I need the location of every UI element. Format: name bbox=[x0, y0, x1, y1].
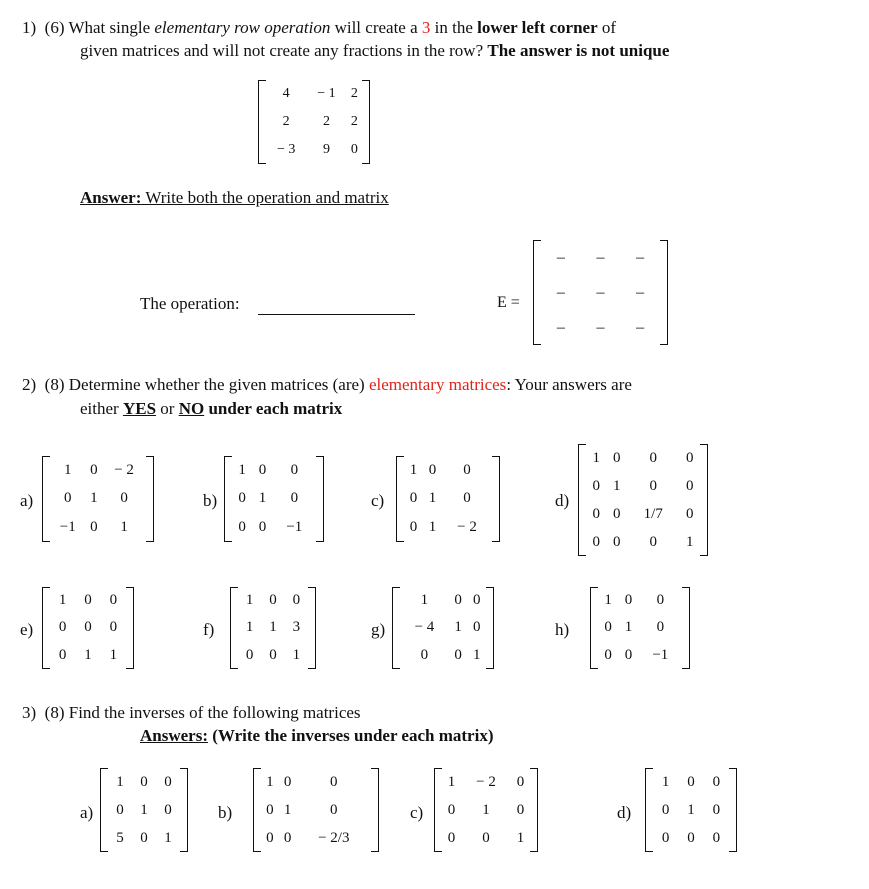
matrix-table bbox=[238, 587, 308, 669]
matrix-cell: 1 bbox=[283, 801, 292, 818]
q2-text-a: Determine whether the given matrices (are) bbox=[68, 375, 369, 394]
matrix-cell: 1 bbox=[592, 449, 600, 466]
matrix-cell: – bbox=[556, 283, 565, 301]
q3-matrix-label: a) bbox=[80, 803, 94, 822]
matrix-cell: 0 bbox=[613, 449, 621, 466]
matrix-cell: 0 bbox=[330, 801, 338, 818]
matrix-row bbox=[50, 513, 146, 542]
matrix-cell: – bbox=[596, 318, 605, 336]
q2-matrix bbox=[42, 587, 134, 669]
right-bracket bbox=[146, 456, 154, 542]
q1-e-label: E = bbox=[497, 294, 520, 311]
matrix-cell: 1 bbox=[140, 801, 148, 818]
matrix-row bbox=[653, 768, 729, 796]
matrix-cell: 0 bbox=[624, 646, 633, 663]
matrix-cell: 0 bbox=[266, 801, 274, 818]
matrix-row bbox=[261, 768, 371, 796]
q2-yes: YES bbox=[122, 399, 157, 418]
right-bracket bbox=[682, 587, 690, 669]
matrix-cell: 1 bbox=[454, 619, 462, 636]
matrix-cell: 0 bbox=[90, 519, 98, 536]
matrix-cell: 1 bbox=[409, 461, 418, 478]
left-bracket bbox=[434, 768, 442, 852]
matrix-cell: 0 bbox=[661, 801, 670, 818]
matrix-cell: 0 bbox=[63, 490, 72, 507]
matrix-cell: 0 bbox=[58, 646, 67, 663]
q1-operation-label: The operation: bbox=[140, 294, 240, 313]
matrix-row bbox=[653, 824, 729, 852]
matrix-row bbox=[400, 642, 486, 669]
matrix-row bbox=[261, 824, 371, 852]
q1-text-b: elementary row operation bbox=[154, 18, 331, 37]
q1-line1 bbox=[22, 18, 616, 38]
q3-matrix-label: b) bbox=[218, 803, 233, 822]
matrix-row bbox=[108, 796, 180, 824]
matrix-cell: 2 bbox=[350, 86, 358, 101]
q1-line2-b: The answer is not unique bbox=[487, 41, 670, 60]
matrix-cell: 0 bbox=[90, 461, 98, 478]
matrix-row bbox=[404, 513, 492, 542]
matrix-cell: 0 bbox=[712, 801, 721, 818]
matrix-cell: 0 bbox=[109, 592, 118, 609]
matrix-table bbox=[108, 768, 180, 852]
matrix-cell: 0 bbox=[140, 773, 148, 790]
matrix-cell: 0 bbox=[649, 449, 657, 466]
matrix-cell: 1 bbox=[687, 801, 695, 818]
matrix-cell: 0 bbox=[624, 592, 633, 609]
q3-line2 bbox=[140, 726, 493, 746]
matrix-cell: 0 bbox=[283, 829, 292, 846]
matrix-cell: 1 bbox=[58, 592, 67, 609]
matrix-cell: 0 bbox=[269, 646, 277, 663]
q3-answers-label: Answers: bbox=[140, 726, 208, 745]
matrix-cell: 0 bbox=[269, 592, 277, 609]
matrix-row bbox=[50, 587, 126, 614]
q1-operation-blank[interactable] bbox=[258, 314, 415, 315]
matrix-row bbox=[50, 485, 146, 514]
matrix-cell: 1 bbox=[604, 592, 612, 609]
matrix-cell: −1 bbox=[59, 519, 76, 536]
left-bracket bbox=[578, 444, 586, 556]
matrix-cell: 0 bbox=[292, 592, 301, 609]
matrix-cell: – bbox=[556, 318, 565, 336]
q2-line2-a: either bbox=[80, 399, 123, 418]
matrix-cell: 0 bbox=[712, 829, 721, 846]
matrix-row bbox=[442, 796, 530, 824]
matrix-cell: 0 bbox=[238, 519, 246, 536]
q2-line2 bbox=[80, 399, 342, 419]
matrix-cell: 0 bbox=[472, 592, 481, 609]
q2-matrix bbox=[578, 444, 708, 556]
matrix-cell: 1 bbox=[269, 619, 277, 636]
q3-matrix bbox=[434, 768, 538, 852]
matrix-cell: 1 bbox=[120, 519, 128, 536]
matrix-table bbox=[50, 587, 126, 669]
matrix-table bbox=[232, 456, 316, 542]
matrix-cell: 0 bbox=[116, 801, 124, 818]
q1-text-g: of bbox=[597, 18, 617, 37]
q1-text-d: 3 bbox=[421, 18, 431, 37]
matrix-cell: 0 bbox=[164, 801, 172, 818]
matrix-cell: 1 bbox=[266, 773, 274, 790]
matrix-table bbox=[50, 456, 146, 542]
q2-text-c: : Your answers are bbox=[506, 375, 632, 394]
left-bracket bbox=[396, 456, 404, 542]
matrix-cell: 0 bbox=[428, 461, 437, 478]
q3-matrix-label: c) bbox=[410, 803, 424, 822]
matrix-cell: 0 bbox=[447, 801, 456, 818]
matrix-cell: 0 bbox=[656, 619, 665, 636]
matrix-row bbox=[266, 136, 362, 164]
matrix-cell: − 2 bbox=[457, 519, 477, 536]
matrix-row bbox=[541, 310, 660, 345]
q2-matrix-label: b) bbox=[203, 491, 218, 510]
matrix-row bbox=[232, 513, 316, 542]
matrix-cell: 2 bbox=[350, 114, 358, 129]
q2-matrix bbox=[590, 587, 690, 669]
q2-matrix bbox=[42, 456, 154, 542]
matrix-cell: 0 bbox=[58, 619, 67, 636]
matrix-cell: 2 bbox=[322, 114, 330, 129]
matrix-cell: 0 bbox=[290, 461, 299, 478]
matrix-cell: 1 bbox=[624, 619, 633, 636]
matrix-cell: −1 bbox=[286, 519, 303, 536]
matrix-cell: 0 bbox=[84, 592, 92, 609]
matrix-cell: 0 bbox=[592, 533, 600, 550]
matrix-cell: 0 bbox=[685, 477, 694, 494]
q1-text-f: lower left corner bbox=[477, 18, 598, 37]
left-bracket bbox=[645, 768, 653, 852]
q3-matrix-label: d) bbox=[617, 803, 632, 822]
q3-matrix bbox=[253, 768, 379, 852]
left-bracket bbox=[590, 587, 598, 669]
matrix-cell: 0 bbox=[592, 505, 600, 522]
matrix-row bbox=[400, 614, 486, 641]
q2-line2-b: under each matrix bbox=[204, 399, 343, 418]
matrix-row bbox=[238, 642, 308, 669]
matrix-cell: 0 bbox=[330, 773, 338, 790]
q2-matrix bbox=[224, 456, 324, 542]
matrix-row bbox=[541, 275, 660, 310]
q1-e-matrix[interactable] bbox=[533, 240, 668, 345]
right-bracket bbox=[362, 80, 370, 164]
matrix-row bbox=[232, 456, 316, 485]
matrix-cell: 0 bbox=[604, 646, 612, 663]
matrix-cell: 1 bbox=[292, 646, 301, 663]
matrix-cell: 0 bbox=[661, 829, 670, 846]
matrix-cell: 0 bbox=[687, 773, 695, 790]
left-bracket bbox=[230, 587, 238, 669]
matrix-cell: −1 bbox=[652, 646, 669, 663]
matrix-row bbox=[232, 485, 316, 514]
q2-matrix-label: g) bbox=[371, 620, 386, 639]
matrix-cell: 0 bbox=[463, 490, 471, 507]
left-bracket bbox=[100, 768, 108, 852]
matrix-row bbox=[404, 485, 492, 514]
matrix-cell: 3 bbox=[292, 619, 301, 636]
matrix-cell: 0 bbox=[649, 477, 657, 494]
matrix-row bbox=[238, 614, 308, 641]
matrix-cell: – bbox=[596, 283, 605, 301]
matrix-row bbox=[266, 80, 362, 108]
matrix-table bbox=[442, 768, 530, 852]
matrix-cell: 5 bbox=[116, 829, 124, 846]
q1-operation bbox=[140, 294, 240, 314]
matrix-cell: 1 bbox=[428, 490, 437, 507]
q2-matrix-label: a) bbox=[20, 491, 34, 510]
matrix-cell: 0 bbox=[447, 829, 456, 846]
matrix-row bbox=[108, 768, 180, 796]
matrix-row bbox=[404, 456, 492, 485]
q2-matrix bbox=[392, 587, 494, 669]
matrix-row bbox=[50, 456, 146, 485]
matrix-cell: 0 bbox=[258, 461, 267, 478]
matrix-row bbox=[653, 796, 729, 824]
q1-matrix bbox=[258, 80, 370, 164]
matrix-cell: – bbox=[636, 248, 645, 266]
q2-no: NO bbox=[178, 399, 205, 418]
matrix-cell: 0 bbox=[283, 773, 292, 790]
matrix-cell: 0 bbox=[463, 461, 471, 478]
matrix-cell: 0 bbox=[290, 490, 299, 507]
matrix-row bbox=[586, 472, 700, 500]
q3-matrix bbox=[100, 768, 188, 852]
matrix-cell: 1 bbox=[245, 592, 254, 609]
right-bracket bbox=[180, 768, 188, 852]
q3-line1 bbox=[22, 703, 361, 723]
matrix-cell: 0 bbox=[409, 490, 418, 507]
matrix-cell: 0 bbox=[613, 533, 621, 550]
matrix-cell: 0 bbox=[266, 829, 274, 846]
matrix-row bbox=[442, 768, 530, 796]
matrix-cell: 0 bbox=[454, 646, 462, 663]
matrix-table bbox=[541, 240, 660, 345]
q2-matrix-label: e) bbox=[20, 620, 34, 639]
right-bracket bbox=[700, 444, 708, 556]
matrix-row bbox=[50, 642, 126, 669]
right-bracket bbox=[660, 240, 668, 345]
matrix-cell: − 4 bbox=[414, 619, 435, 636]
matrix-cell: − 1 bbox=[317, 86, 336, 101]
matrix-cell: 0 bbox=[592, 477, 600, 494]
left-bracket bbox=[533, 240, 541, 345]
matrix-row bbox=[598, 587, 682, 614]
matrix-cell: 0 bbox=[350, 142, 358, 157]
q1-text-c: will create a bbox=[330, 18, 422, 37]
matrix-cell: 0 bbox=[409, 519, 418, 536]
q3-text: Find the inverses of the following matrices bbox=[68, 703, 361, 722]
right-bracket bbox=[492, 456, 500, 542]
matrix-cell: 0 bbox=[516, 801, 525, 818]
left-bracket bbox=[42, 456, 50, 542]
q1-line2-a: given matrices and will not create any fractions in the row? bbox=[80, 41, 488, 60]
matrix-table bbox=[653, 768, 729, 852]
q1-text-e: in the bbox=[430, 18, 478, 37]
matrix-cell: 0 bbox=[685, 449, 694, 466]
matrix-row bbox=[586, 444, 700, 472]
matrix-cell: 0 bbox=[472, 619, 481, 636]
matrix-cell: 0 bbox=[649, 533, 657, 550]
matrix-table bbox=[266, 80, 362, 164]
matrix-cell: 1/7 bbox=[643, 505, 663, 522]
matrix-row bbox=[541, 240, 660, 275]
matrix-cell: 1 bbox=[516, 829, 525, 846]
matrix-cell: − 2/3 bbox=[318, 829, 350, 846]
q1-text-a: What single bbox=[68, 18, 155, 37]
q1-answer-label: Answer: bbox=[80, 188, 142, 207]
matrix-table bbox=[586, 444, 700, 556]
matrix-row bbox=[586, 500, 700, 528]
matrix-cell: 0 bbox=[120, 490, 128, 507]
matrix-cell: 0 bbox=[687, 829, 695, 846]
q1-line2 bbox=[80, 41, 669, 61]
matrix-table bbox=[598, 587, 682, 669]
q3-points: (8) bbox=[44, 703, 65, 722]
matrix-cell: 1 bbox=[613, 477, 621, 494]
matrix-cell: 0 bbox=[245, 646, 254, 663]
left-bracket bbox=[392, 587, 400, 669]
q1-answer-text: Write both the operation and matrix bbox=[141, 188, 389, 207]
matrix-cell: 0 bbox=[420, 646, 429, 663]
matrix-row bbox=[50, 614, 126, 641]
q2-matrix-label: f) bbox=[203, 620, 215, 639]
matrix-cell: 0 bbox=[685, 505, 694, 522]
matrix-cell: − 2 bbox=[114, 461, 134, 478]
matrix-row bbox=[586, 528, 700, 556]
matrix-cell: 0 bbox=[258, 519, 267, 536]
q2-points: (8) bbox=[44, 375, 65, 394]
matrix-row bbox=[108, 824, 180, 852]
q2-line1 bbox=[22, 375, 632, 395]
matrix-row bbox=[261, 796, 371, 824]
q3-answers-text: (Write the inverses under each matrix) bbox=[208, 726, 494, 745]
matrix-cell: − 3 bbox=[276, 142, 296, 157]
right-bracket bbox=[316, 456, 324, 542]
matrix-cell: − 2 bbox=[476, 773, 496, 790]
matrix-cell: 0 bbox=[84, 619, 92, 636]
matrix-row bbox=[598, 614, 682, 641]
q2-or: or bbox=[156, 399, 179, 418]
right-bracket bbox=[530, 768, 538, 852]
matrix-cell: 1 bbox=[685, 533, 694, 550]
matrix-cell: 0 bbox=[140, 829, 148, 846]
matrix-cell: 1 bbox=[420, 592, 429, 609]
matrix-cell: 0 bbox=[604, 619, 612, 636]
matrix-cell: – bbox=[556, 248, 565, 266]
q3-number: 3) bbox=[22, 703, 37, 722]
matrix-cell: 0 bbox=[656, 592, 665, 609]
matrix-cell: 1 bbox=[164, 829, 172, 846]
matrix-cell: 0 bbox=[712, 773, 721, 790]
matrix-cell: 1 bbox=[245, 619, 254, 636]
matrix-cell: 1 bbox=[428, 519, 437, 536]
matrix-cell: – bbox=[636, 318, 645, 336]
right-bracket bbox=[371, 768, 379, 852]
left-bracket bbox=[253, 768, 261, 852]
left-bracket bbox=[258, 80, 266, 164]
matrix-cell: 0 bbox=[238, 490, 246, 507]
matrix-cell: 1 bbox=[472, 646, 481, 663]
matrix-cell: 1 bbox=[109, 646, 118, 663]
matrix-cell: 0 bbox=[613, 505, 621, 522]
matrix-cell: 1 bbox=[447, 773, 456, 790]
matrix-cell: 0 bbox=[109, 619, 118, 636]
matrix-cell: 9 bbox=[322, 142, 330, 157]
q2-matrix-label: h) bbox=[555, 620, 570, 639]
q1-number: 1) bbox=[22, 18, 37, 37]
matrix-cell: 1 bbox=[84, 646, 92, 663]
q2-number: 2) bbox=[22, 375, 37, 394]
right-bracket bbox=[126, 587, 134, 669]
matrix-cell: 0 bbox=[482, 829, 490, 846]
matrix-cell: 0 bbox=[164, 773, 172, 790]
matrix-cell: 1 bbox=[63, 461, 72, 478]
q2-text-b: elementary matrices bbox=[368, 375, 507, 394]
matrix-row bbox=[598, 642, 682, 669]
q2-matrix-label: d) bbox=[555, 491, 570, 510]
q3-matrix bbox=[645, 768, 737, 852]
matrix-cell: 4 bbox=[282, 86, 290, 101]
matrix-cell: – bbox=[636, 283, 645, 301]
right-bracket bbox=[486, 587, 494, 669]
q1-answer-line bbox=[80, 188, 389, 208]
right-bracket bbox=[308, 587, 316, 669]
matrix-row bbox=[442, 824, 530, 852]
q2-matrix bbox=[230, 587, 316, 669]
left-bracket bbox=[42, 587, 50, 669]
left-bracket bbox=[224, 456, 232, 542]
q2-matrix-label: c) bbox=[371, 491, 385, 510]
matrix-table bbox=[404, 456, 492, 542]
matrix-cell: 1 bbox=[661, 773, 670, 790]
matrix-cell: – bbox=[596, 248, 605, 266]
matrix-row bbox=[238, 587, 308, 614]
matrix-cell: 1 bbox=[238, 461, 246, 478]
matrix-cell: 0 bbox=[516, 773, 525, 790]
matrix-table bbox=[400, 587, 486, 669]
matrix-row bbox=[266, 108, 362, 136]
matrix-cell: 0 bbox=[454, 592, 462, 609]
matrix-cell: 1 bbox=[258, 490, 267, 507]
q2-matrix bbox=[396, 456, 500, 542]
matrix-row bbox=[400, 587, 486, 614]
matrix-cell: 1 bbox=[482, 801, 490, 818]
right-bracket bbox=[729, 768, 737, 852]
q1-points: (6) bbox=[44, 18, 65, 37]
matrix-cell: 1 bbox=[116, 773, 124, 790]
matrix-cell: 1 bbox=[90, 490, 98, 507]
matrix-cell: 2 bbox=[282, 114, 290, 129]
matrix-table bbox=[261, 768, 371, 852]
